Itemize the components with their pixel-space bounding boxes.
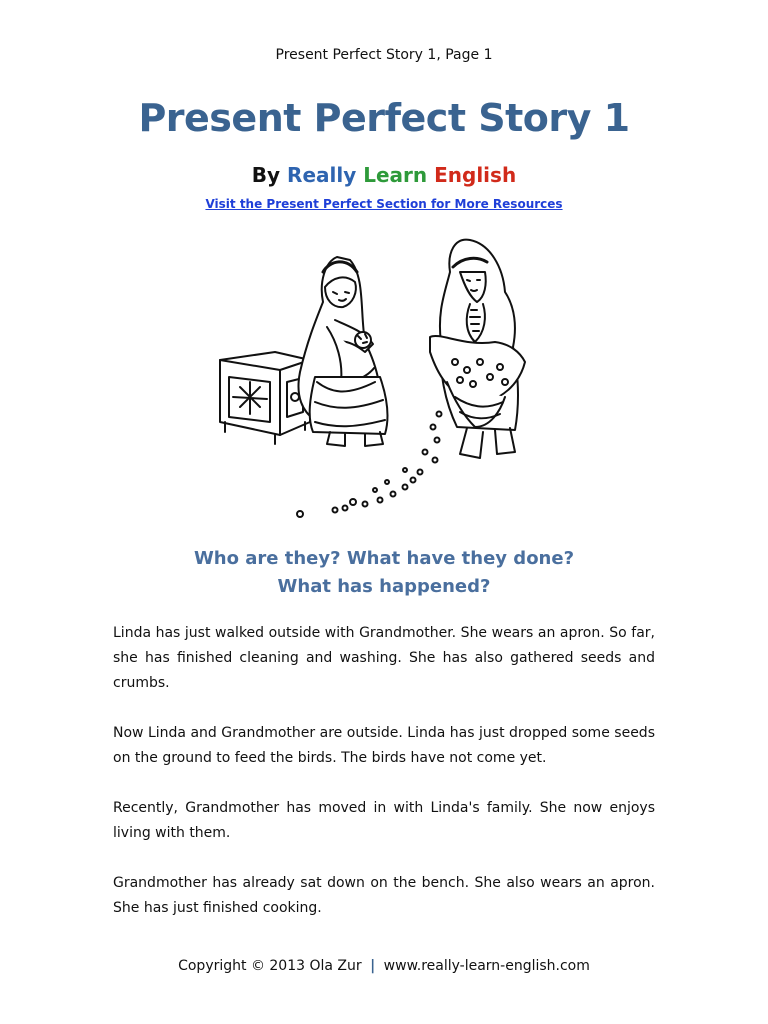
question-line-2: What has happened?: [277, 576, 491, 597]
story-paragraph: Recently, Grandmother has moved in with Linda's family. She now enjoys living with them.: [113, 800, 655, 841]
grandmother-and-linda-illustration: [215, 232, 555, 527]
story-paragraph: Linda has just walked outside with Grandmother. She wears an apron. So far, she has finished cleaning and washing. She has also gathered seeds and crumbs.: [113, 625, 655, 691]
story-paragraph: Grandmother has already sat down on the bench. She also wears an apron. She has just finished cooking.: [113, 875, 655, 916]
byline-learn: Learn: [363, 163, 428, 187]
page-title: Present Perfect Story 1: [138, 96, 630, 140]
story-paragraph: Now Linda and Grandmother are outside. Linda has just dropped some seeds on the ground to feed the birds. The birds have not come yet.: [113, 725, 655, 766]
discussion-question: [0, 545, 768, 601]
running-header: Present Perfect Story 1, Page 1: [275, 47, 493, 63]
copyright-text: Copyright © 2013 Ola Zur: [178, 958, 362, 974]
footer-separator: |: [370, 958, 376, 974]
page-footer: [0, 958, 768, 974]
website-link[interactable]: www.really-learn-english.com: [383, 958, 590, 974]
question-line-1: Who are they? What have they done?: [193, 548, 575, 569]
byline: [0, 163, 768, 187]
resources-link[interactable]: Visit the Present Perfect Section for More Resources: [205, 197, 563, 211]
byline-really: Really: [287, 163, 357, 187]
byline-english: English: [434, 163, 517, 187]
byline-by: By: [251, 163, 281, 187]
story-body: [113, 621, 655, 946]
